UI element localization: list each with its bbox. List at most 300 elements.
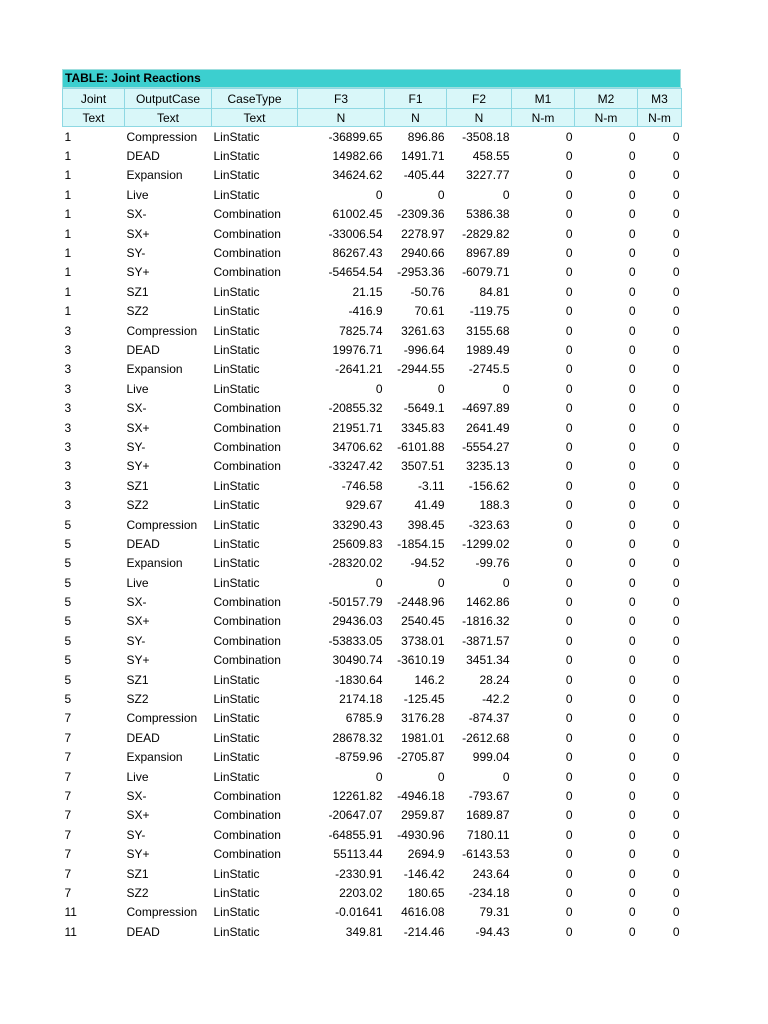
- cell-joint[interactable]: 7: [64, 866, 72, 881]
- cell-casetype[interactable]: LinStatic: [213, 129, 260, 144]
- cell-f2[interactable]: 0: [502, 769, 510, 784]
- cell-m1[interactable]: 0: [565, 207, 573, 222]
- cell-casetype[interactable]: Combination: [213, 595, 281, 610]
- cell-m3[interactable]: 0: [672, 866, 680, 881]
- cell-joint[interactable]: 3: [64, 381, 72, 396]
- cell-f1[interactable]: -996.64: [403, 342, 445, 357]
- cell-f1[interactable]: 146.2: [414, 672, 445, 687]
- table-row[interactable]: [63, 185, 682, 204]
- table-row[interactable]: [63, 243, 682, 262]
- cell-f3[interactable]: -33247.42: [328, 459, 383, 474]
- cell-m2[interactable]: 0: [628, 168, 636, 183]
- cell-casetype[interactable]: Combination: [213, 207, 281, 222]
- cell-f1[interactable]: -2953.36: [397, 265, 445, 280]
- table-row[interactable]: [63, 864, 682, 883]
- cell-outputcase[interactable]: DEAD: [126, 924, 160, 939]
- cell-f2[interactable]: -2829.82: [462, 226, 510, 241]
- cell-f3[interactable]: 0: [375, 575, 383, 590]
- cell-casetype[interactable]: LinStatic: [213, 750, 260, 765]
- cell-m3[interactable]: 0: [672, 885, 680, 900]
- table-row[interactable]: [63, 651, 682, 670]
- cell-m2[interactable]: 0: [628, 750, 636, 765]
- table-row[interactable]: [63, 282, 682, 301]
- cell-f1[interactable]: -146.42: [403, 866, 445, 881]
- cell-m1[interactable]: 0: [565, 149, 573, 164]
- cell-casetype[interactable]: LinStatic: [213, 692, 260, 707]
- cell-outputcase[interactable]: Compression: [126, 129, 198, 144]
- cell-outputcase[interactable]: SX+: [126, 226, 150, 241]
- cell-f1[interactable]: 1491.71: [401, 149, 445, 164]
- cell-outputcase[interactable]: SZ2: [126, 885, 149, 900]
- cell-outputcase[interactable]: DEAD: [126, 342, 160, 357]
- cell-m2[interactable]: 0: [628, 265, 636, 280]
- table-row[interactable]: [63, 883, 682, 902]
- cell-f2[interactable]: 5386.38: [466, 207, 510, 222]
- table-row[interactable]: [63, 786, 682, 805]
- cell-outputcase[interactable]: SX+: [126, 614, 150, 629]
- cell-f1[interactable]: -2309.36: [397, 207, 445, 222]
- table-row[interactable]: [63, 631, 682, 650]
- cell-f1[interactable]: -4946.18: [397, 788, 445, 803]
- cell-f2[interactable]: -2745.5: [468, 362, 510, 377]
- cell-m3[interactable]: 0: [672, 323, 680, 338]
- table-row[interactable]: [63, 748, 682, 767]
- cell-joint[interactable]: 7: [64, 769, 72, 784]
- cell-f3[interactable]: 25609.83: [332, 536, 383, 551]
- cell-m1[interactable]: 0: [565, 168, 573, 183]
- cell-outputcase[interactable]: SZ1: [126, 478, 149, 493]
- cell-f1[interactable]: 3507.51: [401, 459, 445, 474]
- cell-casetype[interactable]: LinStatic: [213, 381, 260, 396]
- cell-casetype[interactable]: Combination: [213, 401, 281, 416]
- cell-m3[interactable]: 0: [672, 187, 680, 202]
- cell-m1[interactable]: 0: [565, 246, 573, 261]
- cell-m2[interactable]: 0: [628, 381, 636, 396]
- cell-f3[interactable]: 34624.62: [332, 168, 383, 183]
- col-header-f1[interactable]: F1: [385, 89, 447, 109]
- cell-m2[interactable]: 0: [628, 692, 636, 707]
- cell-f2[interactable]: 1462.86: [466, 595, 510, 610]
- cell-f3[interactable]: 2174.18: [339, 692, 383, 707]
- cell-f3[interactable]: -8759.96: [335, 750, 383, 765]
- cell-outputcase[interactable]: Expansion: [126, 362, 183, 377]
- table-row[interactable]: [63, 709, 682, 728]
- table-row[interactable]: [63, 476, 682, 495]
- cell-casetype[interactable]: LinStatic: [213, 304, 260, 319]
- col-header-m3[interactable]: M3: [638, 89, 682, 109]
- col-header-m2[interactable]: M2: [575, 89, 638, 109]
- cell-casetype[interactable]: Combination: [213, 226, 281, 241]
- col-header-joint[interactable]: Joint: [63, 89, 125, 109]
- cell-m1[interactable]: 0: [565, 439, 573, 454]
- cell-f2[interactable]: -99.76: [475, 556, 510, 571]
- cell-f3[interactable]: 6785.9: [345, 711, 383, 726]
- cell-casetype[interactable]: LinStatic: [213, 536, 260, 551]
- cell-joint[interactable]: 3: [64, 459, 72, 474]
- cell-m3[interactable]: 0: [672, 905, 680, 920]
- cell-outputcase[interactable]: DEAD: [126, 536, 160, 551]
- table-row[interactable]: [63, 515, 682, 534]
- cell-m3[interactable]: 0: [672, 750, 680, 765]
- cell-m2[interactable]: 0: [628, 788, 636, 803]
- cell-f1[interactable]: -1854.15: [397, 536, 445, 551]
- cell-outputcase[interactable]: SX-: [126, 401, 147, 416]
- cell-outputcase[interactable]: DEAD: [126, 730, 160, 745]
- cell-f1[interactable]: 0: [437, 381, 445, 396]
- cell-f1[interactable]: -4930.96: [397, 827, 445, 842]
- cell-f3[interactable]: -2330.91: [335, 866, 383, 881]
- table-row[interactable]: [63, 825, 682, 844]
- cell-m1[interactable]: 0: [565, 187, 573, 202]
- table-row[interactable]: [63, 205, 682, 224]
- cell-f1[interactable]: 0: [437, 187, 445, 202]
- cell-joint[interactable]: 1: [64, 187, 72, 202]
- cell-m2[interactable]: 0: [628, 556, 636, 571]
- cell-m1[interactable]: 0: [565, 478, 573, 493]
- cell-casetype[interactable]: Combination: [213, 788, 281, 803]
- cell-f3[interactable]: -20647.07: [328, 808, 383, 823]
- cell-casetype[interactable]: Combination: [213, 439, 281, 454]
- cell-m2[interactable]: 0: [628, 847, 636, 862]
- cell-m3[interactable]: 0: [672, 498, 680, 513]
- cell-m3[interactable]: 0: [672, 614, 680, 629]
- cell-f2[interactable]: -156.62: [468, 478, 510, 493]
- cell-joint[interactable]: 3: [64, 323, 72, 338]
- cell-f2[interactable]: -793.67: [468, 788, 510, 803]
- table-row[interactable]: [63, 844, 682, 863]
- cell-casetype[interactable]: LinStatic: [213, 342, 260, 357]
- cell-joint[interactable]: 7: [64, 730, 72, 745]
- cell-f2[interactable]: 3155.68: [466, 323, 510, 338]
- table-row[interactable]: [63, 689, 682, 708]
- cell-outputcase[interactable]: Compression: [126, 711, 198, 726]
- cell-joint[interactable]: 5: [64, 692, 72, 707]
- cell-joint[interactable]: 5: [64, 633, 72, 648]
- cell-f3[interactable]: 0: [375, 187, 383, 202]
- cell-f1[interactable]: 3176.28: [401, 711, 445, 726]
- cell-f1[interactable]: 3345.83: [401, 420, 445, 435]
- cell-m1[interactable]: 0: [565, 827, 573, 842]
- cell-joint[interactable]: 3: [64, 439, 72, 454]
- cell-m3[interactable]: 0: [672, 342, 680, 357]
- cell-f2[interactable]: -234.18: [468, 885, 510, 900]
- cell-f3[interactable]: 33290.43: [332, 517, 383, 532]
- cell-f1[interactable]: 398.45: [407, 517, 445, 532]
- cell-m1[interactable]: 0: [565, 885, 573, 900]
- cell-f3[interactable]: 21951.71: [332, 420, 383, 435]
- cell-m1[interactable]: 0: [565, 750, 573, 765]
- table-row[interactable]: [63, 554, 682, 573]
- cell-m1[interactable]: 0: [565, 730, 573, 745]
- cell-outputcase[interactable]: Expansion: [126, 168, 183, 183]
- cell-f2[interactable]: 458.55: [472, 149, 510, 164]
- cell-m1[interactable]: 0: [565, 769, 573, 784]
- cell-joint[interactable]: 7: [64, 847, 72, 862]
- cell-f2[interactable]: 0: [502, 381, 510, 396]
- cell-m3[interactable]: 0: [672, 536, 680, 551]
- cell-m1[interactable]: 0: [565, 575, 573, 590]
- cell-f3[interactable]: 2203.02: [339, 885, 383, 900]
- cell-m2[interactable]: 0: [628, 187, 636, 202]
- cell-f2[interactable]: 0: [502, 187, 510, 202]
- cell-casetype[interactable]: LinStatic: [213, 769, 260, 784]
- cell-m1[interactable]: 0: [565, 265, 573, 280]
- cell-f3[interactable]: -33006.54: [328, 226, 383, 241]
- cell-f2[interactable]: -42.2: [482, 692, 510, 707]
- cell-joint[interactable]: 7: [64, 885, 72, 900]
- table-row[interactable]: [63, 321, 682, 340]
- cell-f2[interactable]: 0: [502, 575, 510, 590]
- col-header-outputcase[interactable]: OutputCase: [125, 89, 212, 109]
- cell-f3[interactable]: -36899.65: [328, 129, 383, 144]
- table-row[interactable]: [63, 612, 682, 631]
- cell-casetype[interactable]: Combination: [213, 265, 281, 280]
- table-row[interactable]: [63, 728, 682, 747]
- cell-m3[interactable]: 0: [672, 420, 680, 435]
- col-header-m1[interactable]: M1: [512, 89, 575, 109]
- cell-f1[interactable]: -2705.87: [397, 750, 445, 765]
- cell-m3[interactable]: 0: [672, 653, 680, 668]
- table-row[interactable]: [63, 360, 682, 379]
- cell-f3[interactable]: 14982.66: [332, 149, 383, 164]
- cell-joint[interactable]: 7: [64, 711, 72, 726]
- cell-f3[interactable]: -746.58: [341, 478, 383, 493]
- cell-m2[interactable]: 0: [628, 536, 636, 551]
- cell-f3[interactable]: 55113.44: [333, 847, 383, 862]
- cell-m1[interactable]: 0: [565, 381, 573, 396]
- table-row[interactable]: [63, 340, 682, 359]
- cell-m3[interactable]: 0: [672, 265, 680, 280]
- cell-m1[interactable]: 0: [565, 226, 573, 241]
- cell-m2[interactable]: 0: [628, 614, 636, 629]
- cell-f3[interactable]: -1830.64: [335, 672, 383, 687]
- cell-m3[interactable]: 0: [672, 847, 680, 862]
- cell-f2[interactable]: -5554.27: [462, 439, 510, 454]
- cell-f2[interactable]: -4697.89: [462, 401, 510, 416]
- cell-casetype[interactable]: Combination: [213, 246, 281, 261]
- cell-joint[interactable]: 5: [64, 614, 72, 629]
- cell-m1[interactable]: 0: [565, 420, 573, 435]
- cell-f3[interactable]: -53833.05: [328, 633, 383, 648]
- cell-casetype[interactable]: LinStatic: [213, 517, 260, 532]
- cell-outputcase[interactable]: SX+: [126, 420, 150, 435]
- cell-m2[interactable]: 0: [628, 459, 636, 474]
- cell-casetype[interactable]: Combination: [213, 420, 281, 435]
- cell-m3[interactable]: 0: [672, 633, 680, 648]
- cell-m3[interactable]: 0: [672, 575, 680, 590]
- cell-m3[interactable]: 0: [672, 401, 680, 416]
- cell-f2[interactable]: 243.64: [472, 866, 510, 881]
- cell-f2[interactable]: -323.63: [468, 517, 510, 532]
- table-row[interactable]: [63, 670, 682, 689]
- table-row[interactable]: [63, 592, 682, 611]
- cell-outputcase[interactable]: Compression: [126, 517, 198, 532]
- cell-f1[interactable]: -6101.88: [397, 439, 445, 454]
- cell-casetype[interactable]: LinStatic: [213, 556, 260, 571]
- cell-f1[interactable]: 2959.87: [401, 808, 445, 823]
- cell-m1[interactable]: 0: [565, 672, 573, 687]
- cell-m1[interactable]: 0: [565, 614, 573, 629]
- cell-joint[interactable]: 3: [64, 420, 72, 435]
- cell-m1[interactable]: 0: [565, 536, 573, 551]
- cell-f3[interactable]: 0: [375, 769, 383, 784]
- col-header-f2[interactable]: F2: [447, 89, 512, 109]
- cell-joint[interactable]: 1: [64, 304, 72, 319]
- cell-joint[interactable]: 3: [64, 342, 72, 357]
- table-row[interactable]: [63, 437, 682, 456]
- cell-f3[interactable]: 30490.74: [332, 653, 383, 668]
- cell-f1[interactable]: 3261.63: [401, 323, 445, 338]
- cell-f3[interactable]: 34706.62: [332, 439, 383, 454]
- cell-f1[interactable]: -3610.19: [397, 653, 445, 668]
- cell-f2[interactable]: 8967.89: [466, 246, 510, 261]
- cell-m1[interactable]: 0: [565, 905, 573, 920]
- cell-f1[interactable]: -5649.1: [403, 401, 445, 416]
- cell-casetype[interactable]: Combination: [213, 847, 281, 862]
- cell-f1[interactable]: 896.86: [407, 129, 445, 144]
- cell-m3[interactable]: 0: [672, 362, 680, 377]
- cell-m3[interactable]: 0: [672, 129, 680, 144]
- cell-f2[interactable]: -6079.71: [462, 265, 510, 280]
- cell-f2[interactable]: -6143.53: [462, 847, 510, 862]
- table-row[interactable]: [63, 767, 682, 786]
- cell-m2[interactable]: 0: [628, 420, 636, 435]
- cell-f1[interactable]: 41.49: [414, 498, 445, 513]
- cell-f1[interactable]: 0: [437, 575, 445, 590]
- cell-f3[interactable]: 0: [375, 381, 383, 396]
- cell-m1[interactable]: 0: [565, 692, 573, 707]
- cell-m3[interactable]: 0: [672, 478, 680, 493]
- cell-casetype[interactable]: LinStatic: [213, 187, 260, 202]
- cell-m2[interactable]: 0: [628, 342, 636, 357]
- cell-joint[interactable]: 5: [64, 672, 72, 687]
- cell-joint[interactable]: 1: [64, 207, 72, 222]
- cell-outputcase[interactable]: SX-: [126, 788, 147, 803]
- cell-f2[interactable]: 7180.11: [467, 827, 510, 842]
- cell-m1[interactable]: 0: [565, 633, 573, 648]
- table-row[interactable]: [63, 379, 682, 398]
- cell-f3[interactable]: -50157.79: [328, 595, 383, 610]
- cell-casetype[interactable]: Combination: [213, 808, 281, 823]
- cell-casetype[interactable]: LinStatic: [213, 168, 260, 183]
- cell-f1[interactable]: 2694.9: [407, 847, 445, 862]
- cell-f3[interactable]: -64855.91: [328, 827, 383, 842]
- cell-casetype[interactable]: LinStatic: [213, 730, 260, 745]
- cell-outputcase[interactable]: SY-: [126, 633, 146, 648]
- table-row[interactable]: [63, 806, 682, 825]
- cell-casetype[interactable]: LinStatic: [213, 866, 260, 881]
- cell-m3[interactable]: 0: [672, 226, 680, 241]
- cell-m1[interactable]: 0: [565, 556, 573, 571]
- cell-outputcase[interactable]: SX-: [126, 207, 147, 222]
- cell-m2[interactable]: 0: [628, 149, 636, 164]
- cell-joint[interactable]: 1: [64, 149, 72, 164]
- cell-joint[interactable]: 11: [64, 905, 77, 920]
- cell-outputcase[interactable]: Expansion: [126, 750, 183, 765]
- cell-outputcase[interactable]: SZ1: [126, 866, 149, 881]
- cell-casetype[interactable]: Combination: [213, 459, 281, 474]
- cell-m3[interactable]: 0: [672, 730, 680, 745]
- cell-joint[interactable]: 1: [64, 168, 72, 183]
- cell-outputcase[interactable]: SY+: [126, 459, 150, 474]
- cell-f2[interactable]: -1299.02: [462, 536, 510, 551]
- cell-f3[interactable]: -28320.02: [328, 556, 383, 571]
- cell-m3[interactable]: 0: [672, 672, 680, 687]
- cell-f3[interactable]: 349.81: [345, 924, 383, 939]
- cell-m3[interactable]: 0: [672, 808, 680, 823]
- cell-joint[interactable]: 5: [64, 595, 72, 610]
- cell-casetype[interactable]: LinStatic: [213, 323, 260, 338]
- cell-m2[interactable]: 0: [628, 246, 636, 261]
- table-row[interactable]: [63, 302, 682, 321]
- cell-m3[interactable]: 0: [672, 459, 680, 474]
- cell-m2[interactable]: 0: [628, 730, 636, 745]
- cell-outputcase[interactable]: Live: [126, 187, 149, 202]
- cell-joint[interactable]: 1: [64, 246, 72, 261]
- cell-m2[interactable]: 0: [628, 905, 636, 920]
- cell-m1[interactable]: 0: [565, 788, 573, 803]
- cell-m1[interactable]: 0: [565, 304, 573, 319]
- cell-joint[interactable]: 7: [64, 788, 72, 803]
- cell-casetype[interactable]: LinStatic: [213, 575, 260, 590]
- cell-f1[interactable]: -125.45: [403, 692, 445, 707]
- cell-joint[interactable]: 3: [64, 498, 72, 513]
- cell-joint[interactable]: 5: [64, 517, 72, 532]
- cell-f3[interactable]: -54654.54: [328, 265, 383, 280]
- cell-outputcase[interactable]: SY+: [126, 847, 150, 862]
- table-row[interactable]: [63, 457, 682, 476]
- cell-f3[interactable]: -0.01641: [335, 905, 383, 920]
- cell-f1[interactable]: 70.61: [414, 304, 445, 319]
- cell-m1[interactable]: 0: [565, 924, 573, 939]
- table-row[interactable]: [63, 922, 682, 941]
- cell-f1[interactable]: 180.65: [407, 885, 445, 900]
- cell-m3[interactable]: 0: [672, 556, 680, 571]
- cell-f1[interactable]: -2448.96: [397, 595, 445, 610]
- cell-f2[interactable]: 188.3: [479, 498, 510, 513]
- cell-f2[interactable]: 2641.49: [466, 420, 510, 435]
- cell-f2[interactable]: -94.43: [475, 924, 510, 939]
- table-row[interactable]: [63, 418, 682, 437]
- cell-m1[interactable]: 0: [565, 595, 573, 610]
- table-row[interactable]: [63, 146, 682, 165]
- cell-m1[interactable]: 0: [565, 362, 573, 377]
- cell-joint[interactable]: 7: [64, 750, 72, 765]
- cell-m2[interactable]: 0: [628, 207, 636, 222]
- cell-f2[interactable]: -3508.18: [462, 129, 510, 144]
- cell-m2[interactable]: 0: [628, 478, 636, 493]
- cell-f1[interactable]: 4616.08: [401, 905, 445, 920]
- cell-outputcase[interactable]: SY-: [126, 439, 146, 454]
- cell-f2[interactable]: 1989.49: [466, 342, 510, 357]
- cell-joint[interactable]: 11: [64, 924, 77, 939]
- cell-m2[interactable]: 0: [628, 362, 636, 377]
- cell-casetype[interactable]: Combination: [213, 827, 281, 842]
- cell-f1[interactable]: 2540.45: [401, 614, 445, 629]
- cell-f1[interactable]: 0: [437, 769, 445, 784]
- cell-m1[interactable]: 0: [565, 129, 573, 144]
- cell-f1[interactable]: 2940.66: [401, 246, 445, 261]
- cell-outputcase[interactable]: SX+: [126, 808, 150, 823]
- cell-f2[interactable]: -2612.68: [462, 730, 510, 745]
- cell-m1[interactable]: 0: [565, 808, 573, 823]
- table-row[interactable]: [63, 224, 682, 243]
- cell-outputcase[interactable]: Compression: [126, 905, 198, 920]
- cell-m2[interactable]: 0: [628, 401, 636, 416]
- cell-f1[interactable]: -3.11: [418, 478, 445, 493]
- cell-f3[interactable]: 19976.71: [332, 342, 383, 357]
- cell-joint[interactable]: 3: [64, 478, 72, 493]
